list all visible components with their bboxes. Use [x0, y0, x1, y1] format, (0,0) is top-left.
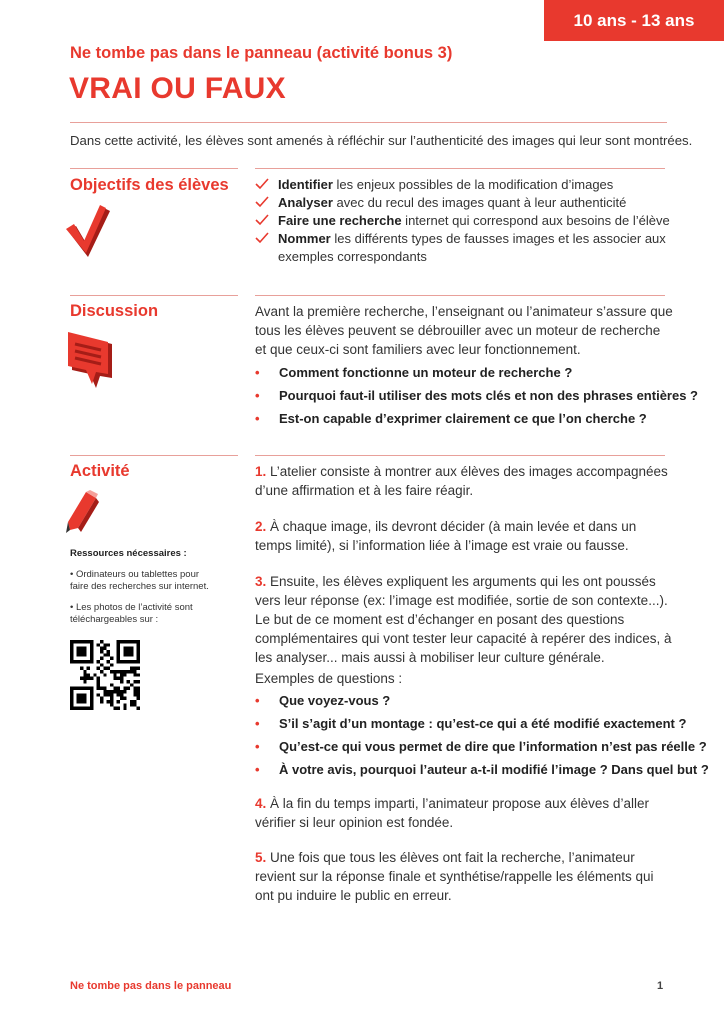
divider [70, 122, 667, 123]
document-subtitle: Ne tombe pas dans le panneau (activité bonus 3) [70, 44, 453, 62]
list-item [255, 410, 698, 433]
objective-text: avec du recul des images quant à leur authenticité [332, 195, 627, 210]
list-item [255, 212, 675, 230]
activity-step [255, 572, 675, 667]
question-text: À votre avis, pourquoi l’auteur a-t-il modifié l’image ? Dans quel but ? [279, 762, 709, 777]
divider [255, 168, 665, 169]
check-icon [255, 231, 269, 245]
discussion-paragraph: Avant la première recherche, l’enseignant ou l’animateur s’assure que tous les élèves peuvent se débrouiller avec un moteur de recherche et que ceux-ci sont familiers avec leur fonctionnement. [255, 304, 673, 357]
divider [70, 455, 238, 456]
bullet-icon: • [255, 365, 260, 380]
step-number: 4. [255, 796, 267, 811]
activity-step [255, 794, 675, 832]
divider [255, 295, 665, 296]
objectives-list [255, 176, 675, 266]
list-item [255, 387, 698, 410]
question-text: Pourquoi faut-il utiliser des mots clés et non des phrases entières ? [279, 388, 698, 403]
speech-bubble-icon [66, 330, 114, 392]
page-number: 1 [657, 980, 664, 992]
objective-keyword: Nommer [278, 231, 331, 246]
step-number: 1. [255, 464, 267, 479]
step-number: 2. [255, 519, 267, 534]
resources-title: Ressources nécessaires : [70, 548, 187, 559]
list-item [255, 230, 675, 265]
step-number: 3. [255, 574, 267, 589]
page-title: VRAI OU FAUX [69, 72, 286, 105]
list-item [255, 692, 709, 715]
bullet-icon: • [255, 411, 260, 426]
intro-text: Dans cette activité, les élèves sont amenés à réfléchir sur l’authenticité des images qui leur sont montrées. [70, 133, 693, 148]
bullet-icon: • [255, 762, 260, 777]
resource-item: • Ordinateurs ou tablettes pour faire des recherches sur internet. [70, 569, 209, 592]
objective-text: les différents types de fausses images et les associer aux exemples correspondants [278, 231, 666, 264]
check-icon [255, 213, 269, 227]
activity-step [255, 517, 675, 555]
section-title-discussion: Discussion [70, 302, 159, 320]
divider [70, 168, 238, 169]
objective-keyword: Identifier [278, 177, 333, 192]
divider [70, 295, 238, 296]
step-text: L’atelier consiste à montrer aux élèves des images accompagnées d’une affirmation et à les faire réagir. [255, 464, 668, 498]
objective-text: internet qui correspond aux besoins de l’élève [401, 213, 670, 228]
objective-keyword: Analyser [278, 195, 333, 210]
step-text: Une fois que tous les élèves ont fait la recherche, l’animateur revient sur la réponse finale et synthétise/rappelle les éléments qui ont pu induire le public en erreur. [255, 850, 654, 903]
divider [255, 455, 665, 456]
bullet-icon: • [255, 388, 260, 403]
objective-keyword: Faire une recherche [278, 213, 402, 228]
qr-code[interactable] [70, 640, 140, 710]
question-text: S’il s’agit d’un montage : qu’est-ce qui a été modifié exactement ? [279, 716, 687, 731]
list-item [255, 715, 709, 738]
step-text: Ensuite, les élèves expliquent les arguments qui les ont poussés vers leur réponse (ex: l’image est modifiée, sortie de son contexte...). Le but de ce moment est d’échanger en posant des questions complémentaires qui vont tester leur capacité à repérer des indices, à les analyser... mais aussi à mobiliser leur culture générale. [255, 574, 672, 665]
step-number: 5. [255, 850, 267, 865]
bullet-icon: • [255, 739, 260, 754]
check-icon [255, 195, 269, 209]
section-title-activite: Activité [70, 462, 130, 480]
check-icon [255, 177, 269, 191]
footer-title: Ne tombe pas dans le panneau [70, 980, 232, 992]
activity-step [255, 848, 675, 905]
objective-text: les enjeux possibles de la modification d’images [332, 177, 614, 192]
pencil-icon [66, 490, 100, 534]
question-text: Que voyez-vous ? [279, 693, 391, 708]
step-text: À la fin du temps imparti, l’animateur propose aux élèves d’aller vérifier si leur opinion est fondée. [255, 796, 649, 830]
bullet-icon: • [255, 693, 260, 708]
examples-title: Exemples de questions : [255, 671, 403, 686]
bullet-icon: • [255, 716, 260, 731]
resource-item: • Les photos de l’activité sont téléchargeables sur : [70, 602, 193, 625]
section-title-objectifs: Objectifs des élèves [70, 176, 229, 194]
example-questions [255, 692, 709, 784]
question-text: Est-on capable d’exprimer clairement ce que l’on cherche ? [279, 411, 647, 426]
list-item [255, 738, 709, 761]
activity-step [255, 462, 675, 500]
list-item [255, 176, 675, 194]
list-item [255, 364, 698, 387]
discussion-questions [255, 364, 698, 433]
list-item [255, 761, 709, 784]
age-badge: 10 ans - 13 ans [544, 0, 724, 41]
question-text: Comment fonctionne un moteur de recherche ? [279, 365, 573, 380]
checkmark-icon [66, 205, 112, 259]
list-item [255, 194, 675, 212]
question-text: Qu’est-ce qui vous permet de dire que l’information n’est pas réelle ? [279, 739, 707, 754]
step-text: À chaque image, ils devront décider (à main levée et dans un temps limité), si l’information liée à l’image est vraie ou fausse. [255, 519, 637, 553]
